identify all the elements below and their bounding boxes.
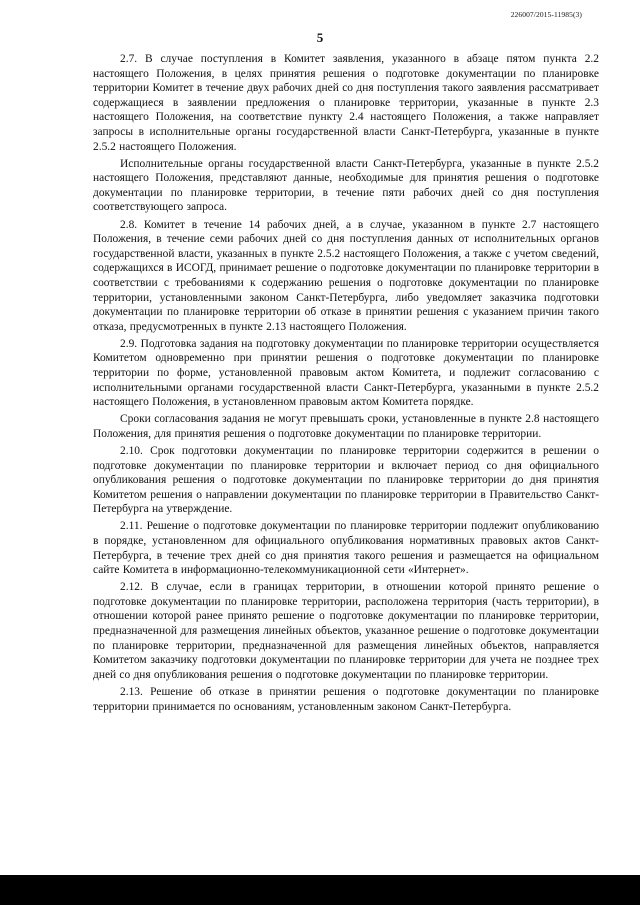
paragraph-2-8: 2.8. Комитет в течение 14 рабочих дней, а в случае, указанном в пункте 2.7 настоящего Положения, в течение семи рабочих дней со дня поступления данных от исполнительных органов государственной власти, указанных в пункте 2.5.2 настоящего Положения, а также с учетом сведений, содержащихся в ИСОГД, принимает решение о подготовке документации по планировке территории в соответствии с требованиями к содержанию решения о подготовке документации по планировке территории, установленными законом Санкт-Петербурга, либо уведомляет заказчика подготовки документации по планировке территории об отказе в принятии решения с указанием причин такого отказа, предусмотренных в пункте 2.13 настоящего Положения. [93,218,599,333]
paragraph-2-13: 2.13. Решение об отказе в принятии решения о подготовке документации по планировке территории принимается по основаниям, установленным законом Санкт-Петербурга. [93,685,599,713]
paragraph-2-7: 2.7. В случае поступления в Комитет заявления, указанного в абзаце пятом пункта 2.2 настоящего Положения, в целях принятия решения о подготовке документации по планировке территории Комитет в течение двух рабочих дней со дня поступления такого заявления рассматривает содержащиеся в заявлении предложения о планировке территории, указанные в пункте 2.3 настоящего Положения, на соответствие пункту 2.4 настоящего Положения, а также направляет запросы в исполнительные органы государственной власти Санкт-Петербурга, указанные в пункте 2.5.2 настоящего Положения. [93,53,599,153]
paragraph-2-9-continued: Сроки согласования задания не могут превышать сроки, установленные в пункте 2.8 настоящего Положения, для принятия решения о подготовке документации по планировке территории. [93,413,599,440]
paragraph-2-9: 2.9. Подготовка задания на подготовку документации по планировке территории осуществляется Комитетом одновременно при принятии решения о подготовке документации по планировке территории по форме, установленной правовым актом Комитета, и подлежит согласованию с исполнительными органами государственной власти Санкт-Петербурга, указанными в пункте 2.5.2 настоящего Положения, в установленном правовым актом Комитета порядке. [93,337,599,409]
paragraph-2-10: 2.10. Срок подготовки документации по планировке территории содержится в решении о подготовке документации по планировке территории и включает период со дня официального опубликования решения о подготовке документации по планировке территории до дня принятия Комитетом решения о направлении документации по планировке территории в Правительство Санкт-Петербурга на утверждение. [93,444,599,516]
paragraph-2-7-continued: Исполнительные органы государственной власти Санкт-Петербурга, указанные в пункте 2.5.2 настоящего Положения, представляют данные, необходимые для принятия решения о подготовке документации по планировке территории, в течение пяти рабочих дней со дня поступления соответствующего запроса. [93,157,599,214]
paragraph-2-11: 2.11. Решение о подготовке документации по планировке территории подлежит опубликованию в порядке, установленном для официального опубликования нормативных правовых актов Санкт-Петербурга, в течение трех дней со дня принятия такого решения и размещается на официальном сайте Комитета в информационно-телекоммуникационной сети «Интернет». [93,520,599,577]
document-registration-number: 226007/2015-11985(3) [510,10,582,19]
paragraph-2-12: 2.12. В случае, если в границах территории, в отношении которой принято решение о подготовке документации по планировке территории, расположена территория (часть территории), в отношении которой ранее принято решение о подготовке документации по планировке территории, предназначенной для размещения линейных объектов, указанное решение о подготовке документации по планировке территории, предназначенной для размещения линейных объектов, направляется Комитетом заказчику подготовки документации по планировке территории для учета не позднее трех дней со дня опубликования решения о подготовке документации по планировке территории. [93,581,599,681]
scan-border-bottom [0,875,640,905]
document-body [93,52,599,717]
page-number: 5 [316,30,324,45]
